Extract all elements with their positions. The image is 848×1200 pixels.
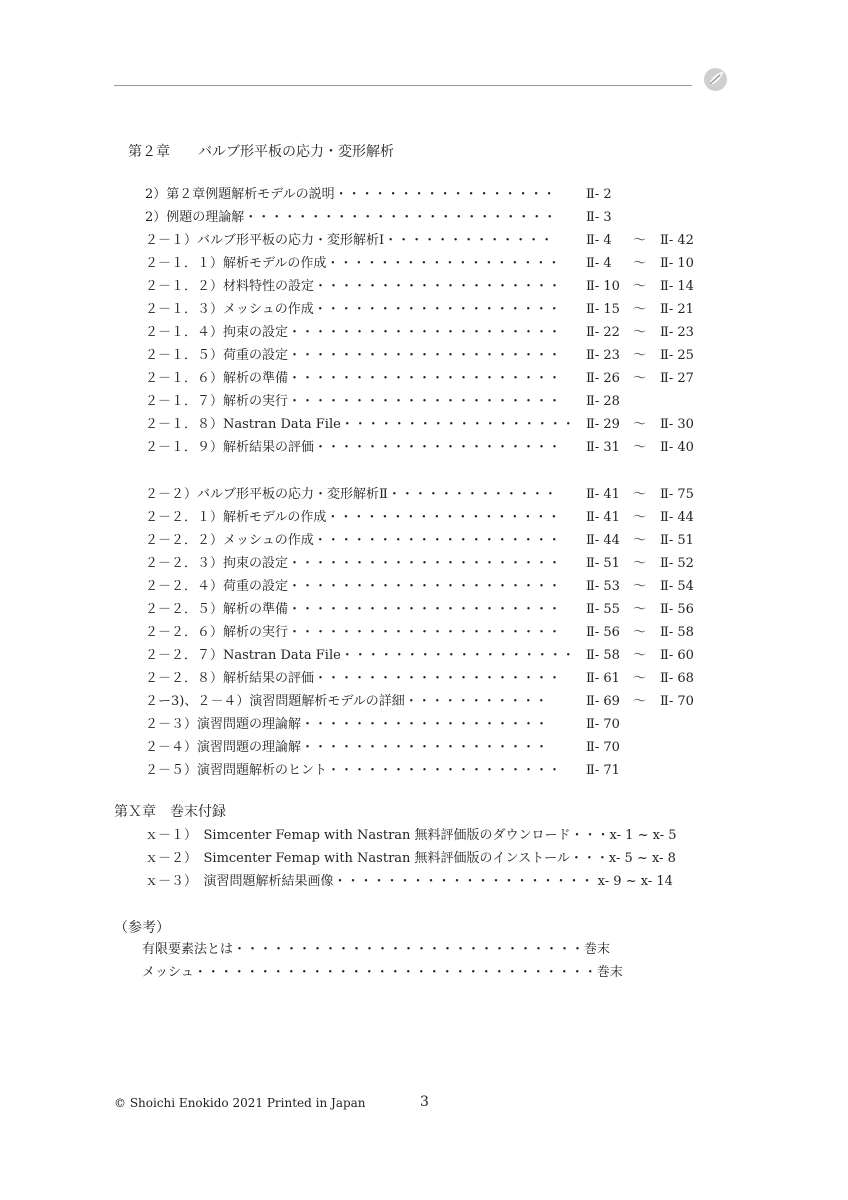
toc-entry-range-sep: ～ [633, 302, 647, 317]
toc-entry-range-sep: ～ [633, 694, 647, 709]
toc-entry-range-sep: ～ [633, 533, 647, 548]
toc-entry-start-page: Ⅱ- 23 [586, 348, 620, 363]
toc-entry-end-page: Ⅱ- 27 [660, 371, 694, 386]
copyright-footer: © Shoichi Enokido 2021 Printed in Japan [114, 1096, 366, 1110]
toc-entry-label: ２－２．１）解析モデルの作成・・・・・・・・・・・・・・・・・・ [145, 510, 561, 525]
toc-entry-range-sep: ～ [633, 371, 647, 386]
toc-entry-end-page: Ⅱ- 30 [660, 417, 694, 432]
toc-entry-start-page: Ⅱ- 22 [586, 325, 620, 340]
toc-entry-label: ２－２．６）解析の実行・・・・・・・・・・・・・・・・・・・・・ [145, 625, 562, 640]
toc-entry-label: ２－１．６）解析の準備・・・・・・・・・・・・・・・・・・・・・ [145, 371, 562, 386]
toc-entry-start-page: Ⅱ- 10 [586, 279, 620, 294]
chapter2-title: 第２章 バルブ形平板の応力・変形解析 [128, 144, 394, 160]
toc-entry-end-page: Ⅱ- 21 [660, 302, 694, 317]
toc-entry-start-page: Ⅱ- 2 [586, 187, 612, 202]
reference-title: （参考） [114, 920, 170, 936]
toc-entry-label: ２－２．２）メッシュの作成・・・・・・・・・・・・・・・・・・・ [145, 533, 561, 548]
toc-entry-end-page: Ⅱ- 75 [660, 487, 694, 502]
toc-entry-end-page: Ⅱ- 42 [660, 233, 694, 248]
toc-entry-range-sep: ～ [633, 440, 647, 455]
toc-entry-label: ２－１．４）拘束の設定・・・・・・・・・・・・・・・・・・・・・ [145, 325, 562, 340]
toc-entry-end-page: Ⅱ- 60 [660, 648, 694, 663]
toc-entry-start-page: Ⅱ- 4 [586, 256, 612, 271]
toc-entry-label: ２－１．７）解析の実行・・・・・・・・・・・・・・・・・・・・・ [145, 394, 562, 409]
toc-entry-start-page: Ⅱ- 41 [586, 487, 620, 502]
toc-entry-start-page: Ⅱ- 70 [586, 740, 620, 755]
toc-entry-start-page: Ⅱ- 44 [586, 533, 620, 548]
toc-entry-range-sep: ～ [633, 602, 647, 617]
toc-entry-start-page: Ⅱ- 3 [586, 210, 612, 225]
reference-entry: 有限要素法とは・・・・・・・・・・・・・・・・・・・・・・・・・・・巻末 [142, 942, 611, 957]
toc-entry-end-page: Ⅱ- 10 [660, 256, 694, 271]
toc-entry-start-page: Ⅱ- 29 [586, 417, 620, 432]
toc-entry-start-page: Ⅱ- 55 [586, 602, 620, 617]
toc-entry-start-page: Ⅱ- 58 [586, 648, 620, 663]
toc-entry-end-page: Ⅱ- 56 [660, 602, 694, 617]
toc-entry-label: ２ー3)、２－４）演習問題解析モデルの詳細・・・・・・・・・・・ [145, 694, 548, 709]
toc-entry-start-page: Ⅱ- 41 [586, 510, 620, 525]
toc-entry-label: ２－２．８）解析結果の評価・・・・・・・・・・・・・・・・・・・ [145, 671, 562, 686]
leaf-logo-icon [703, 67, 728, 92]
toc-entry-range-sep: ～ [633, 579, 647, 594]
toc-entry-range-sep: ～ [633, 487, 647, 502]
appendix-entry: ｘ－２） Simcenter Femap with Nastran 無料評価版のインストール・・・x- 5 ~ x- 8 [145, 851, 676, 866]
toc-entry-end-page: Ⅱ- 23 [660, 325, 694, 340]
chapterX-title: 第Ｘ章 巻末付録 [114, 804, 226, 820]
toc-entry-range-sep: ～ [633, 233, 647, 248]
toc-entry-range-sep: ～ [633, 279, 647, 294]
toc-entry-end-page: Ⅱ- 54 [660, 579, 694, 594]
toc-entry-range-sep: ～ [633, 417, 647, 432]
toc-entry-range-sep: ～ [633, 510, 647, 525]
header-rule [114, 85, 692, 86]
toc-entry-label: ２－１）バルブ形平板の応力・変形解析Ⅰ・・・・・・・・・・・・・ [145, 233, 554, 248]
toc-entry-label: ２－１．５）荷重の設定・・・・・・・・・・・・・・・・・・・・・ [145, 348, 562, 363]
toc-entry-label: ２－１．９）解析結果の評価・・・・・・・・・・・・・・・・・・・ [145, 440, 562, 455]
toc-entry-range-sep: ～ [633, 556, 647, 571]
toc-entry-start-page: Ⅱ- 4 [586, 233, 612, 248]
toc-entry-start-page: Ⅱ- 51 [586, 556, 620, 571]
toc-entry-label: ２－１．１）解析モデルの作成・・・・・・・・・・・・・・・・・・ [145, 256, 561, 271]
toc-entry-range-sep: ～ [633, 625, 647, 640]
toc-entry-label: ２－３）演習問題の理論解・・・・・・・・・・・・・・・・・・・ [145, 717, 549, 732]
toc-entry-label: ２－４）演習問題の理論解・・・・・・・・・・・・・・・・・・・ [145, 740, 549, 755]
toc-entry-range-sep: ～ [633, 256, 647, 271]
appendix-entry: ｘ－３） 演習問題解析結果画像・・・・・・・・・・・・・・・・・・・・ x- 9 ~ x- 14 [145, 874, 673, 889]
toc-entry-end-page: Ⅱ- 40 [660, 440, 694, 455]
toc-entry-label: ２－２．３）拘束の設定・・・・・・・・・・・・・・・・・・・・・ [145, 556, 562, 571]
toc-entry-start-page: Ⅱ- 26 [586, 371, 620, 386]
toc-entry-start-page: Ⅱ- 53 [586, 579, 620, 594]
toc-entry-end-page: Ⅱ- 58 [660, 625, 694, 640]
toc-entry-start-page: Ⅱ- 70 [586, 717, 620, 732]
toc-entry-range-sep: ～ [633, 325, 647, 340]
toc-entry-start-page: Ⅱ- 71 [586, 763, 620, 778]
toc-entry-label: ２－１．８）Nastran Data File・・・・・・・・・・・・・・・・・・ [145, 417, 575, 432]
toc-entry-end-page: Ⅱ- 68 [660, 671, 694, 686]
toc-entry-start-page: Ⅱ- 15 [586, 302, 620, 317]
toc-entry-label: ２－２．５）解析の準備・・・・・・・・・・・・・・・・・・・・・ [145, 602, 562, 617]
toc-entry-end-page: Ⅱ- 52 [660, 556, 694, 571]
toc-entry-label: ２－２．７）Nastran Data File・・・・・・・・・・・・・・・・・・ [145, 648, 575, 663]
toc-entry-label: ２－１．３）メッシュの作成・・・・・・・・・・・・・・・・・・・ [145, 302, 561, 317]
toc-entry-end-page: Ⅱ- 51 [660, 533, 694, 548]
toc-entry-label: 2）第２章例題解析モデルの説明・・・・・・・・・・・・・・・・・ [145, 187, 556, 202]
toc-entry-end-page: Ⅱ- 14 [660, 279, 694, 294]
toc-entry-range-sep: ～ [633, 671, 647, 686]
toc-entry-label: ２－１．２）材料特性の設定・・・・・・・・・・・・・・・・・・・ [145, 279, 562, 294]
page-number: 3 [420, 1094, 429, 1110]
toc-entry-start-page: Ⅱ- 61 [586, 671, 620, 686]
toc-entry-start-page: Ⅱ- 56 [586, 625, 620, 640]
toc-entry-label: ２－２．４）荷重の設定・・・・・・・・・・・・・・・・・・・・・ [145, 579, 562, 594]
toc-entry-label: ２－２）バルブ形平板の応力・変形解析Ⅱ・・・・・・・・・・・・・ [145, 487, 557, 502]
toc-entry-range-sep: ～ [633, 648, 647, 663]
toc-entry-end-page: Ⅱ- 70 [660, 694, 694, 709]
toc-entry-range-sep: ～ [633, 348, 647, 363]
toc-entry-start-page: Ⅱ- 31 [586, 440, 620, 455]
toc-entry-start-page: Ⅱ- 28 [586, 394, 620, 409]
toc-entry-label: 2）例題の理論解・・・・・・・・・・・・・・・・・・・・・・・・ [145, 210, 557, 225]
toc-entry-label: ２－５）演習問題解析のヒント・・・・・・・・・・・・・・・・・・ [145, 763, 562, 778]
reference-entry: メッシュ・・・・・・・・・・・・・・・・・・・・・・・・・・・・・・・巻末 [142, 965, 623, 980]
toc-entry-end-page: Ⅱ- 44 [660, 510, 694, 525]
toc-entry-start-page: Ⅱ- 69 [586, 694, 620, 709]
appendix-entry: ｘ－１） Simcenter Femap with Nastran 無料評価版のダウンロード・・・x- 1 ~ x- 5 [145, 828, 677, 843]
toc-entry-end-page: Ⅱ- 25 [660, 348, 694, 363]
